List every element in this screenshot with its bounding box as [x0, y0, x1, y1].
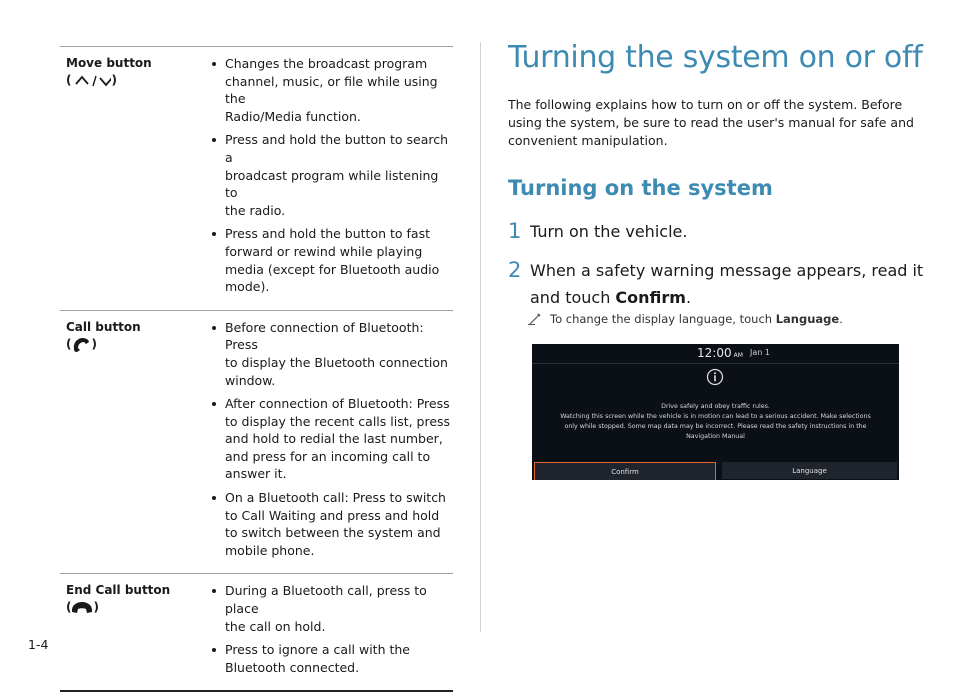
column-divider — [480, 42, 481, 632]
call-symbol: ( ) — [66, 336, 97, 351]
screen-confirm-button: Confirm — [534, 462, 716, 480]
list-item: During a Bluetooth call, press to place the call on hold. — [211, 582, 453, 635]
info-icon — [706, 368, 724, 386]
screen-message-line: Drive safely and obey traffic rules. — [661, 403, 770, 410]
screen-message-line: Watching this screen while the vehicle is in motion can lead to a serious accident. Make selections — [560, 413, 871, 420]
feature-description — [211, 53, 453, 302]
device-screen-image — [532, 344, 899, 480]
list-item: On a Bluetooth call: Press to switch to Call Waiting and press and hold to switch between the system and mobile phone. — [211, 489, 453, 559]
step-text: Turn on the vehicle. — [530, 222, 688, 241]
subsection-title: Turning on the system — [508, 176, 773, 200]
feature-cell — [60, 53, 211, 302]
list-item: Changes the broadcast program channel, music, or file while using the Radio/Media function. — [211, 55, 453, 125]
screen-date: Jan 1 — [750, 348, 770, 357]
step-2 — [508, 257, 923, 311]
screen-clock: 12:00 AM — [697, 346, 743, 360]
confirm-term: Confirm — [615, 288, 686, 307]
feature-cell — [60, 580, 211, 682]
list-item: Before connection of Bluetooth: Press to display the Bluetooth connection window. — [211, 319, 453, 389]
button-table — [60, 46, 453, 692]
table-row — [60, 574, 453, 692]
feature-description — [211, 580, 453, 682]
step-1 — [508, 218, 687, 246]
list-item: Press to ignore a call with the Bluetooth connected. — [211, 641, 453, 676]
feature-description — [211, 317, 453, 566]
feature-name: End Call button — [66, 583, 171, 598]
section-intro: The following explains how to turn on or off the system. Before using the system, be sure to read the user's manual for safe and convenient manipulation. — [508, 97, 914, 148]
feature-name: Call button — [66, 319, 141, 334]
screen-message-line: only while stopped. Some map data may be incorrect. Please read the safety instructions in the — [564, 423, 867, 430]
screen-language-button: Language — [722, 462, 897, 479]
up-down-chevron-icon — [71, 74, 111, 88]
step-number: 2 — [508, 258, 522, 282]
list-item: Press and hold the button to search a broadcast program while listening to the radio. — [211, 131, 453, 219]
table-row — [60, 311, 453, 575]
step-text-line-2: and touch Confirm. — [530, 288, 692, 307]
end-call-symbol: ( ) — [66, 600, 99, 615]
move-symbol: ( ) — [66, 73, 117, 87]
language-term: Language — [775, 312, 840, 326]
note: To change the display language, touch Language . — [528, 312, 843, 326]
feature-cell — [60, 317, 211, 566]
screen-message-line: Navigation Manual — [686, 433, 745, 440]
list-item: Press and hold the button to fast forward or rewind while playing media (except for Bluetooth audio mode). — [211, 225, 453, 295]
screen-header-divider — [532, 363, 899, 364]
step-text: When a safety warning message appears, read it — [530, 261, 924, 280]
table-row — [60, 47, 453, 311]
page-number: 1-4 — [28, 637, 49, 652]
feature-name: Move button — [66, 56, 152, 70]
phone-call-icon — [71, 336, 91, 352]
section-title: Turning the system on or off — [508, 40, 923, 75]
list-item: After connection of Bluetooth: Press to display the recent calls list, press and hold to redial the last number, and press for an incoming call to answer it. — [211, 395, 453, 483]
pencil-note-icon — [528, 313, 542, 325]
end-call-icon — [71, 601, 93, 615]
step-number: 1 — [508, 219, 522, 243]
